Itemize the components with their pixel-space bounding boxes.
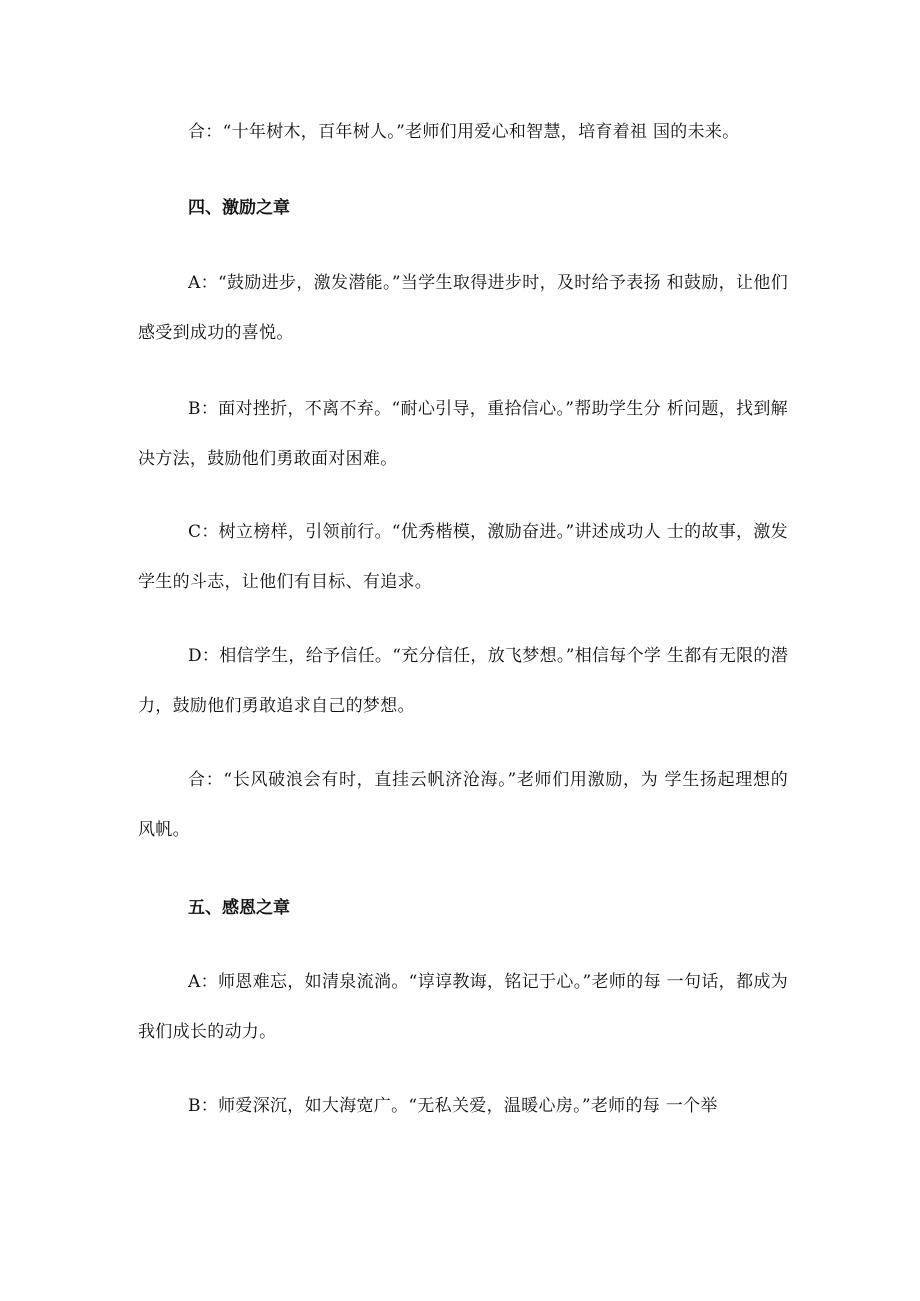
paragraph-encouragement-a: A：“鼓励进步，激发潜能。”当学生取得进步时，及时给予表扬 和鼓励，让他们感受到成功的喜悦。 <box>138 273 788 343</box>
paragraph-encouragement-d: D：相信学生，给予信任。“充分信任，放飞梦想。”相信每个学 生都有无限的潜力，鼓励他们勇敢追求自己的梦想。 <box>138 646 789 716</box>
section-heading-encouragement: 四、激励之章 <box>188 198 290 218</box>
paragraph-gratitude-b: B：师爱深沉，如大海宽广。“无私关爱，温暖心房。”老师的每 一个举 <box>188 1096 718 1116</box>
paragraph-summary-encouragement: 合：“长风破浪会有时，直挂云帆济沧海。”老师们用激励，为 学生扬起理想的风帆。 <box>138 770 788 840</box>
section-heading-gratitude: 五、感恩之章 <box>188 898 290 918</box>
paragraph-encouragement-b: B：面对挫折，不离不弃。“耐心引导，重拾信心。”帮助学生分 析问题，找到解决方法，鼓励他们勇敢面对困难。 <box>138 399 788 469</box>
paragraph-gratitude-a: A：师恩难忘，如清泉流淌。“谆谆教诲，铭记于心。”老师的每 一句话，都成为我们成长的动力。 <box>138 972 788 1042</box>
paragraph-encouragement-c: C：树立榜样，引领前行。“优秀楷模，激励奋进。”讲述成功人 士的故事，激发学生的斗志，让他们有目标、有追求。 <box>138 522 788 592</box>
paragraph-summary-cultivation: 合：“十年树木，百年树人。”老师们用爱心和智慧，培育着祖 国的未来。 <box>188 122 740 142</box>
